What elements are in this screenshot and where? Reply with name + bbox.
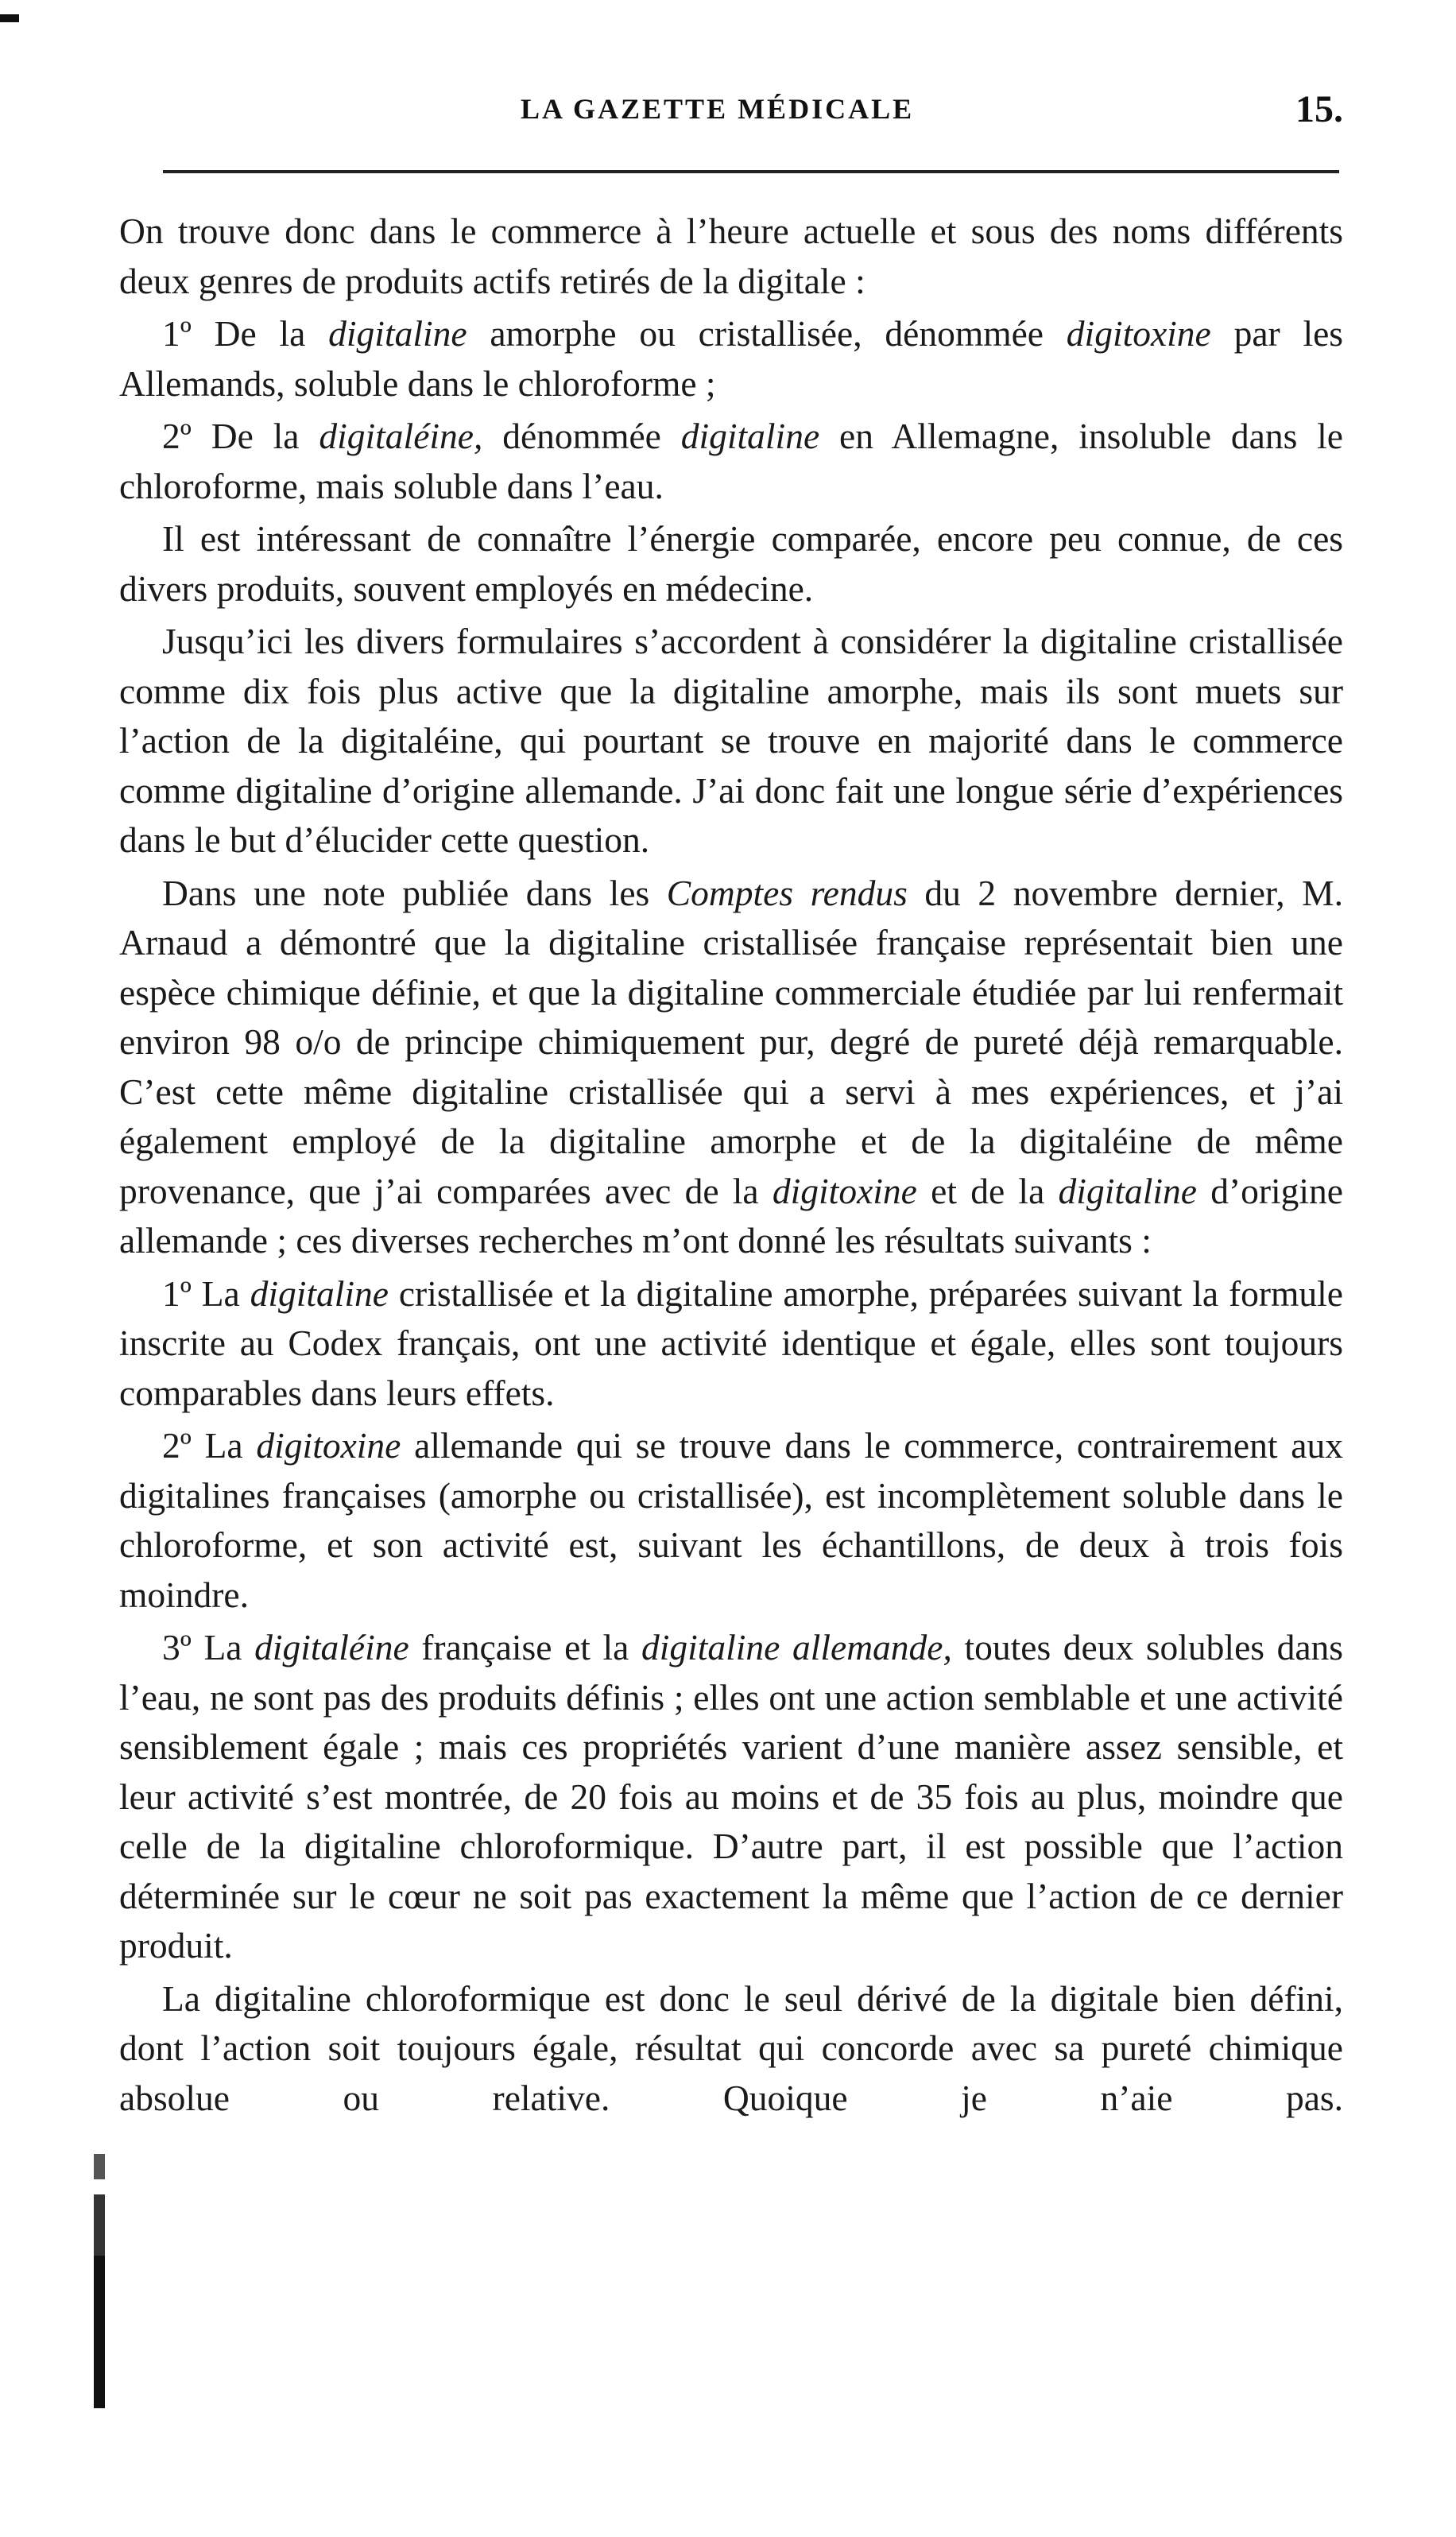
italic-term: digitaline allemande, [641,1627,952,1667]
text-run: cristallisée et la digitaline amorphe, préparées suivant la formule inscrite au Codex français, ont une activité identique et égale, elles sont toujours comparables dans leurs effets. [119,1272,1343,1413]
page-number: 15. [1295,88,1343,130]
text-run: dénommée [482,416,681,456]
text-run: et de la [916,1170,1059,1211]
paragraph-p5 [119,617,1343,866]
paragraph-p9 [119,1623,1343,1971]
text-run: allemande qui se trouve dans le commerce, contrairement aux digitalines françaises (amorphe ou cristallisée), est incomplètement soluble dans le chloroforme, et son activité est, suivant les échantillons, de deux à trois fois moindre. [119,1425,1343,1615]
text-run: 2º La [162,1425,257,1466]
running-header [155,87,1343,135]
italic-term: digitoxine [1066,313,1211,354]
text-run: Il est intéressant de connaître l’énergie comparée, encore peu connue, de ces divers produits, souvent employés en médecine. [119,518,1343,609]
italic-term: Comptes rendus [666,872,908,913]
text-run: On trouve donc dans le commerce à l’heure actuelle et sous des noms différents deux genres de produits actifs retirés de la digitale : [119,211,1343,301]
scan-edge-artifact [94,2154,105,2408]
body-text [119,207,1343,2126]
italic-term: digitaléine, [319,416,483,456]
paragraph-p3 [119,412,1343,511]
text-run: Jusqu’ici les divers formulaires s’accordent à considérer la digitaline cristallisée comme dix fois plus active que la digitaline amorphe, mais ils sont muets sur l’action de la digitaléine, qui pourtant se trouve en majorité dans le commerce comme digitaline d’origine allemande. J’ai donc fait une longue série d’expériences dans le but d’élucider cette question. [119,621,1343,860]
text-run: par les Allemands, soluble dans le chloroforme ; [119,313,1344,404]
paragraph-p4 [119,514,1343,614]
paragraph-p6 [119,869,1343,1266]
scan-mark [0,14,19,22]
text-run: 3º La [162,1627,255,1667]
italic-term: digitaléine [254,1627,409,1667]
text-run: amorphe ou cristallisée, dénommée [467,313,1067,354]
paragraph-p8 [119,1421,1343,1620]
text-run: du 2 novembre dernier, M. Arnaud a démontré que la digitaline cristallisée française représentait bien une espèce chimique définie, et que la digitaline commerciale étudiée par lui renfermait environ 98 o/o de principe chimiquement pur, degré de pureté déjà remarquable. C’est cette même digitaline cristallisée qui a servi à mes expériences, et j’ai également employé de la digitaline amorphe et de la digitaléine de même provenance, que j’ai comparées avec de la [119,872,1343,1211]
italic-term: digitoxine [772,1170,917,1211]
header-rule [163,170,1339,173]
paragraph-p2 [119,309,1343,409]
italic-term: digitaline [328,313,467,354]
text-run: en Allemagne, insoluble dans le chloroforme, mais soluble dans l’eau. [119,416,1343,506]
text-run: 1º La [162,1272,250,1314]
italic-term: digitaline [1058,1170,1197,1211]
paragraph-p1 [119,207,1343,306]
text-run: 2º De la [162,416,319,456]
paragraph-p10 [119,1974,1343,2124]
text-run: Dans une note publiée dans les [162,872,667,913]
journal-title: LA GAZETTE MÉDICALE [521,93,915,125]
text-run: française et la [409,1627,641,1667]
paragraph-p7 [119,1269,1343,1419]
text-run: La digitaline chloroformique est donc le seul dérivé de la digitale bien défini, dont l’action soit toujours égale, résultat qui concorde avec sa pureté chimique absolue ou relative. Quoique je n’aie pas. [119,1977,1343,2118]
text-run: toutes deux solubles dans l’eau, ne sont pas des produits définis ; elles ont une action semblable et une activité sensiblement égale ; mais ces propriétés varient d’une manière assez sensible, et leur activité s’est montrée, de 20 fois au moins et de 35 fois au plus, moindre que celle de la digitaline chloroformique. D’autre part, il est possible que l’action déterminée sur le cœur ne soit pas exactement la même que l’action de ce dernier produit. [119,1627,1343,1966]
text-run: d’origine allemande ; ces diverses recherches m’ont donné les résultats suivants : [119,1170,1343,1261]
italic-term: digitaline [680,416,820,456]
italic-term: digitoxine [256,1425,401,1466]
italic-term: digitaline [250,1272,389,1314]
text-run: 1º De la [162,313,329,354]
